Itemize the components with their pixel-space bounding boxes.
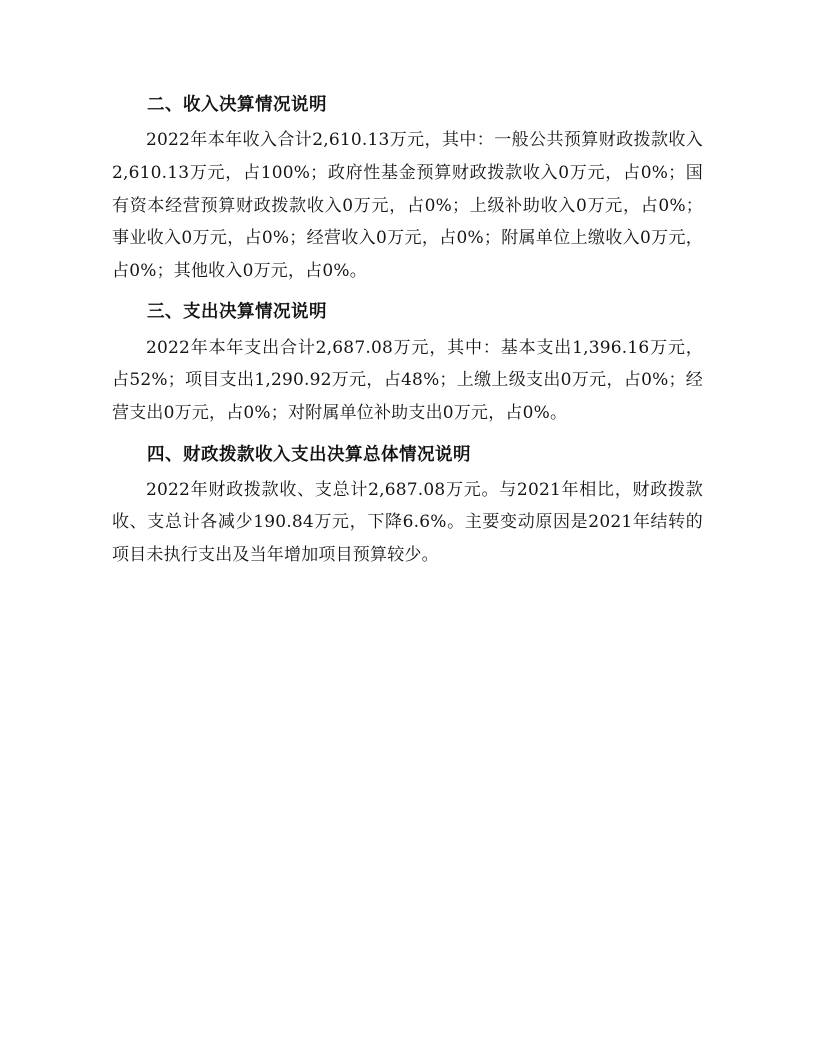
section-heading-fiscal-appropriation: 四、财政拨款收入支出决算总体情况说明 bbox=[147, 444, 471, 465]
section-fiscal-appropriation bbox=[112, 442, 703, 572]
section-expenditure bbox=[112, 299, 703, 429]
section-heading-expenditure: 三、支出决算情况说明 bbox=[147, 302, 327, 323]
section-paragraph-income: 2022年本年收入合计2,610.13万元，其中：一般公共预算财政拨款收入2,610.13万元，占100%；政府性基金预算财政拨款收入0万元，占0%；国有资本经营预算财政拨款收入0万元，占0%；上级补助收入0万元，占0%；事业收入0万元，占0%；经营收入0万元，占0%；附属单位上缴收入0万元，占0%；其他收入0万元，占0%。 bbox=[112, 130, 703, 281]
section-heading-income: 二、收入决算情况说明 bbox=[147, 95, 327, 115]
document-body bbox=[112, 92, 703, 572]
section-income bbox=[112, 92, 703, 287]
section-paragraph-fiscal-appropriation: 2022年财政拨款收、支总计2,687.08万元。与2021年相比，财政拨款收、支总计各减少190.84万元，下降6.6%。主要变动原因是2021年结转的项目未执行支出及当年增加项目预算较少。 bbox=[112, 479, 703, 565]
section-paragraph-expenditure: 2022年本年支出合计2,687.08万元，其中：基本支出1,396.16万元，占52%；项目支出1,290.92万元，占48%；上缴上级支出0万元，占0%；经营支出0万元，占0%；对附属单位补助支出0万元，占0%。 bbox=[112, 337, 703, 423]
